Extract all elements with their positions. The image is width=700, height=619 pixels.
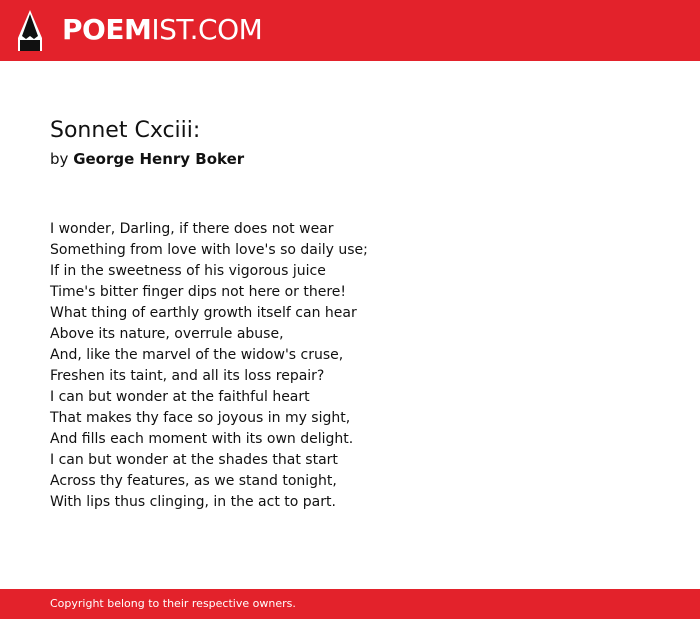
copyright-notice: Copyright belong to their respective owners. xyxy=(50,597,296,610)
poem-author: George Henry Boker xyxy=(73,150,245,168)
site-footer xyxy=(0,589,700,619)
poem-line: What thing of earthly growth itself can hear xyxy=(50,305,357,321)
poem-byline xyxy=(50,149,244,169)
poem-line: Time's bitter finger dips not here or there! xyxy=(50,284,347,300)
poem-line: I wonder, Darling, if there does not wear xyxy=(50,221,334,237)
poem-line: Across thy features, as we stand tonight, xyxy=(50,473,337,489)
site-logo[interactable] xyxy=(62,13,262,47)
poem-line: Above its nature, overrule abuse, xyxy=(50,326,284,342)
poem-line: I can but wonder at the shades that start xyxy=(50,452,338,468)
by-label: by xyxy=(50,150,69,168)
poem-line: Something from love with love's so daily use; xyxy=(50,242,368,258)
poem-line: If in the sweetness of his vigorous juice xyxy=(50,263,326,279)
logo-light-text: IST.COM xyxy=(151,13,263,46)
poem-line: I can but wonder at the faithful heart xyxy=(50,389,310,405)
poem-line: Freshen its taint, and all its loss repair? xyxy=(50,368,325,384)
poem-body xyxy=(50,219,368,513)
site-header xyxy=(0,0,700,61)
logo-bold-text: POEM xyxy=(62,13,152,46)
poem-line: And, like the marvel of the widow's cruse, xyxy=(50,347,344,363)
poem-line: And fills each moment with its own delight. xyxy=(50,431,354,447)
poem-line: That makes thy face so joyous in my sight, xyxy=(50,410,351,426)
poem-line: With lips thus clinging, in the act to part. xyxy=(50,494,336,510)
pencil-tip-icon xyxy=(18,10,42,51)
poem-title: Sonnet Cxciii: xyxy=(50,118,201,143)
